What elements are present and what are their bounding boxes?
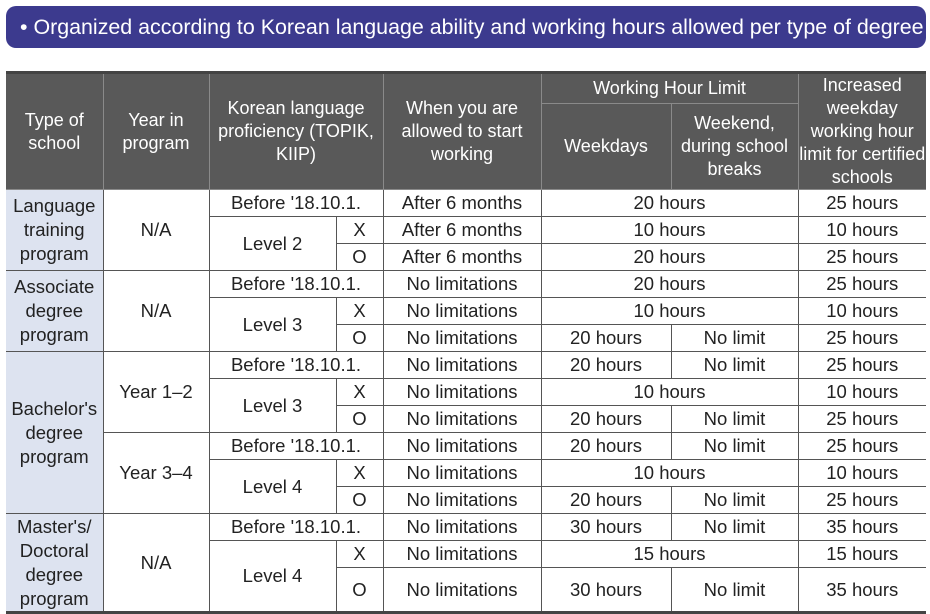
table-row [6, 352, 926, 379]
weekday-hours-cell: 20 hours [541, 352, 671, 379]
start-cell: No limitations [383, 406, 541, 433]
school-type-cell: Language training program [6, 190, 103, 271]
xo-cell: X [336, 379, 383, 406]
xo-cell: O [336, 244, 383, 271]
start-cell: No limitations [383, 487, 541, 514]
header-weekdays: Weekdays [541, 104, 671, 190]
proficiency-cell: Level 2 [209, 217, 336, 271]
table-row [6, 514, 926, 541]
weekday-hours-cell: 30 hours [541, 514, 671, 541]
work-hours-table [6, 71, 926, 614]
start-cell: No limitations [383, 433, 541, 460]
xo-cell: X [336, 541, 383, 568]
weekday-hours-cell: 20 hours [541, 406, 671, 433]
start-cell: No limitations [383, 568, 541, 613]
certified-hours-cell: 25 hours [798, 190, 926, 217]
start-cell: No limitations [383, 514, 541, 541]
section-title-banner: • Organized according to Korean language ability and working hours allowed per type of degree [6, 6, 926, 48]
xo-cell: O [336, 406, 383, 433]
start-cell: No limitations [383, 325, 541, 352]
start-cell: No limitations [383, 352, 541, 379]
school-type-cell: Master's/ Doctoral degree program [6, 514, 103, 613]
proficiency-cell: Level 4 [209, 541, 336, 613]
weekday-hours-cell: 20 hours [541, 487, 671, 514]
start-cell: No limitations [383, 271, 541, 298]
proficiency-cell: Before '18.10.1. [209, 514, 383, 541]
proficiency-cell: Before '18.10.1. [209, 433, 383, 460]
weekend-hours-cell: No limit [671, 352, 798, 379]
weekday-hours-cell: 20 hours [541, 325, 671, 352]
header-working-hour-limit: Working Hour Limit [541, 73, 798, 104]
proficiency-cell: Level 3 [209, 298, 336, 352]
start-cell: No limitations [383, 379, 541, 406]
certified-hours-cell: 10 hours [798, 298, 926, 325]
proficiency-cell: Before '18.10.1. [209, 352, 383, 379]
weekday-hours-cell: 20 hours [541, 433, 671, 460]
proficiency-cell: Before '18.10.1. [209, 190, 383, 217]
weekend-hours-cell: No limit [671, 406, 798, 433]
proficiency-cell: Level 3 [209, 379, 336, 433]
year-cell: N/A [103, 271, 209, 352]
proficiency-cell: Before '18.10.1. [209, 271, 383, 298]
table-row [6, 271, 926, 298]
certified-hours-cell: 35 hours [798, 514, 926, 541]
certified-hours-cell: 25 hours [798, 406, 926, 433]
weekend-hours-cell: No limit [671, 514, 798, 541]
year-cell: N/A [103, 190, 209, 271]
weekend-hours-cell: No limit [671, 568, 798, 613]
certified-hours-cell: 35 hours [798, 568, 926, 613]
weekend-hours-cell: No limit [671, 433, 798, 460]
year-cell: Year 1–2 [103, 352, 209, 433]
weekday-hours-cell: 20 hours [541, 244, 798, 271]
xo-cell: O [336, 568, 383, 613]
weekday-hours-cell: 30 hours [541, 568, 671, 613]
header-korean-proficiency: Korean language proficiency (TOPIK, KIIP) [209, 73, 383, 190]
weekday-hours-cell: 20 hours [541, 271, 798, 298]
start-cell: No limitations [383, 541, 541, 568]
weekday-hours-cell: 20 hours [541, 190, 798, 217]
certified-hours-cell: 10 hours [798, 217, 926, 244]
certified-hours-cell: 25 hours [798, 352, 926, 379]
start-cell: No limitations [383, 460, 541, 487]
weekday-hours-cell: 10 hours [541, 298, 798, 325]
xo-cell: O [336, 487, 383, 514]
xo-cell: X [336, 217, 383, 244]
school-type-cell: Bachelor's degree program [6, 352, 103, 514]
header-type-of-school: Type of school [6, 73, 103, 190]
certified-hours-cell: 10 hours [798, 460, 926, 487]
certified-hours-cell: 25 hours [798, 244, 926, 271]
table-row [6, 433, 926, 460]
start-cell: No limitations [383, 298, 541, 325]
certified-hours-cell: 25 hours [798, 433, 926, 460]
xo-cell: X [336, 298, 383, 325]
start-cell: After 6 months [383, 244, 541, 271]
xo-cell: O [336, 325, 383, 352]
xo-cell: X [336, 460, 383, 487]
weekday-hours-cell: 10 hours [541, 217, 798, 244]
start-cell: After 6 months [383, 190, 541, 217]
certified-hours-cell: 25 hours [798, 487, 926, 514]
header-start-working: When you are allowed to start working [383, 73, 541, 190]
weekday-hours-cell: 10 hours [541, 460, 798, 487]
header-weekend: Weekend, during school breaks [671, 104, 798, 190]
year-cell: N/A [103, 514, 209, 613]
certified-hours-cell: 10 hours [798, 379, 926, 406]
certified-hours-cell: 25 hours [798, 325, 926, 352]
weekend-hours-cell: No limit [671, 487, 798, 514]
table-row [6, 190, 926, 217]
certified-hours-cell: 15 hours [798, 541, 926, 568]
proficiency-cell: Level 4 [209, 460, 336, 514]
weekday-hours-cell: 10 hours [541, 379, 798, 406]
certified-hours-cell: 25 hours [798, 271, 926, 298]
weekend-hours-cell: No limit [671, 325, 798, 352]
weekday-hours-cell: 15 hours [541, 541, 798, 568]
school-type-cell: Associate degree program [6, 271, 103, 352]
header-increased-limit: Increased weekday working hour limit for certified schools [798, 73, 926, 190]
start-cell: After 6 months [383, 217, 541, 244]
header-year-in-program: Year in program [103, 73, 209, 190]
year-cell: Year 3–4 [103, 433, 209, 514]
